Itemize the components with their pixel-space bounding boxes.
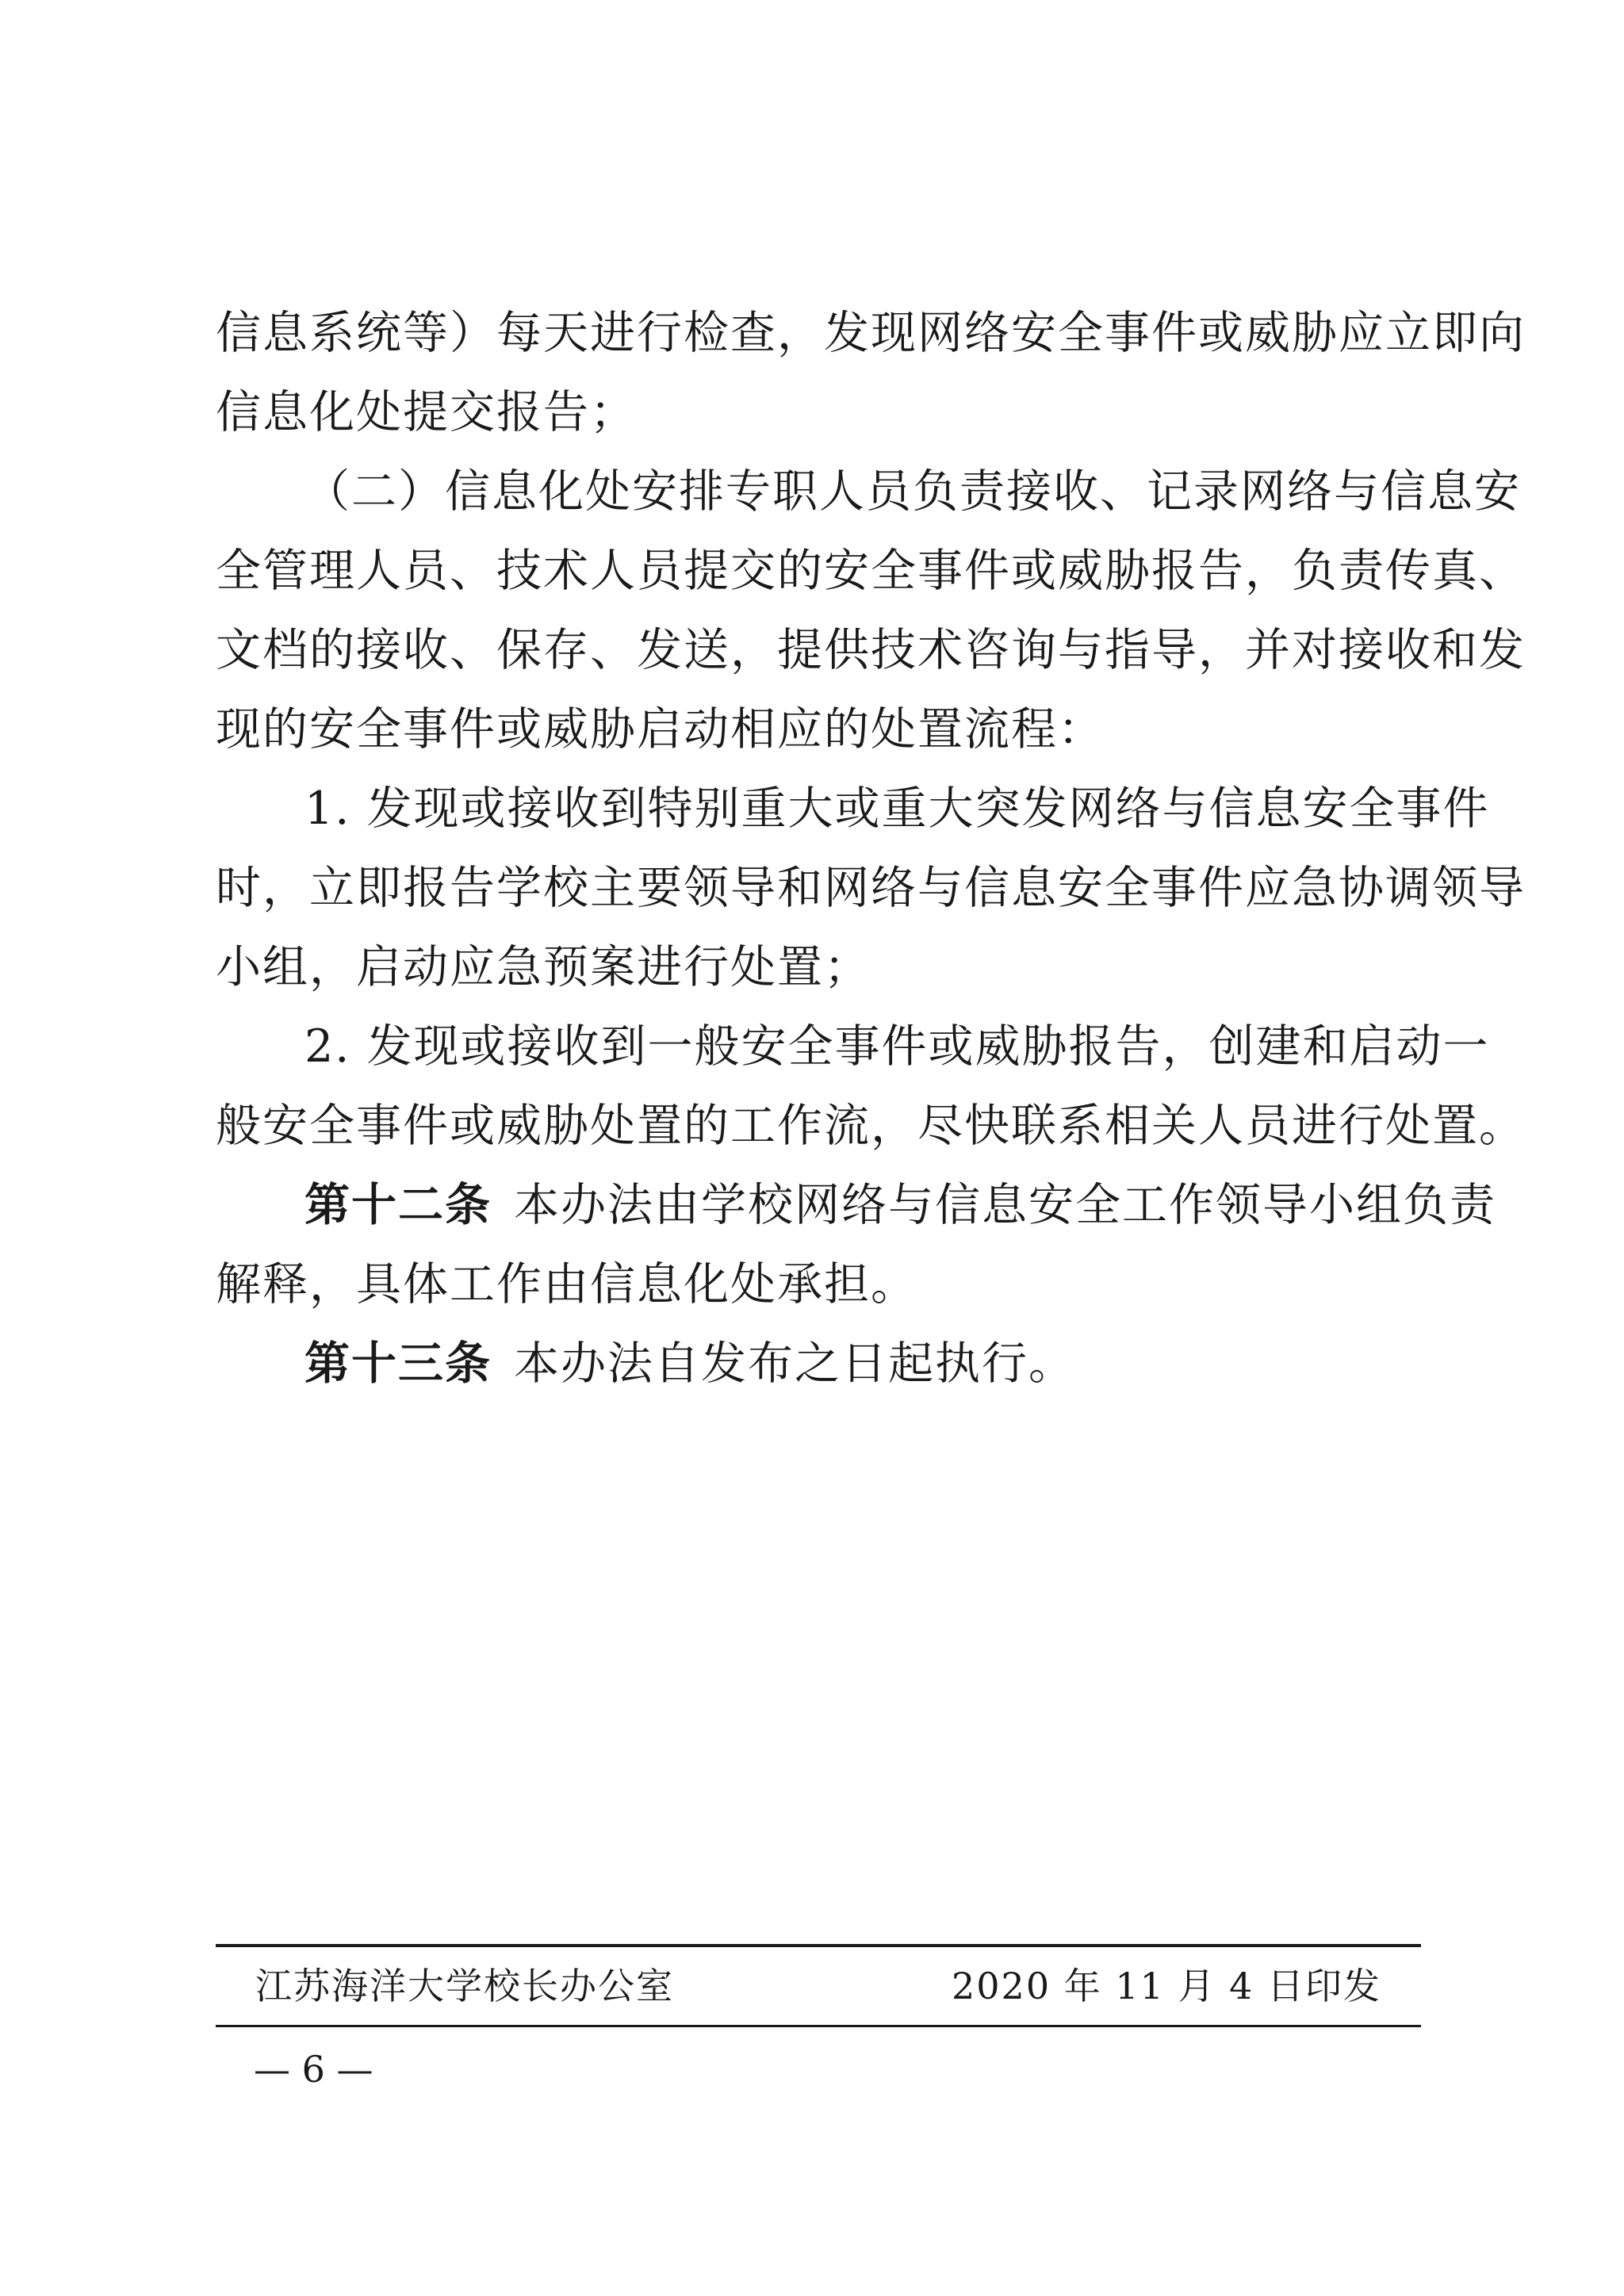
body-line-5: 文档的接收、保存、发送，提供技术咨询与指导，并对接收和发 xyxy=(216,624,1526,676)
footer-top-rule xyxy=(216,1944,1421,1947)
body-line-6: 现的安全事件或威胁启动相应的处置流程： xyxy=(216,703,1105,756)
footer-bottom-rule xyxy=(216,2025,1421,2027)
list-item-1-line-2: 时，立即报告学校主要领导和网络与信息安全事件应急协调领导 xyxy=(216,862,1526,914)
body-line-4: 全管理人员、技术人员提交的安全事件或威胁报告，负责传真、 xyxy=(216,545,1526,597)
article-13-line xyxy=(304,1324,1421,1403)
body-line-1: 信息系统等）每天进行检查，发现网络安全事件或威胁应立即向 xyxy=(216,307,1526,359)
list-item-1-line-3: 小组，启动应急预案进行处置； xyxy=(216,941,871,993)
article-12-line-1 xyxy=(304,1165,1496,1245)
article-13-text: 本办法自发布之日起执行。 xyxy=(514,1337,1075,1390)
list-item-2-line-1: 2. 发现或接收到一般安全事件或威胁报告，创建和启动一 xyxy=(304,1020,1490,1073)
body-line-2: 信息化处提交报告； xyxy=(216,386,637,438)
article-12-text: 本办法由学校网络与信息安全工作领导小组负责 xyxy=(514,1179,1496,1231)
article-12-label: 第十二条 xyxy=(304,1179,492,1231)
footer-issuer: 江苏海洋大学校长办公室 xyxy=(255,1965,674,2007)
page-number: — 6 — xyxy=(254,2048,373,2091)
body-line-3: （二）信息化处安排专职人员负责接收、记录网络与信息安 xyxy=(304,465,1521,518)
list-item-2-line-2: 般安全事件或威胁处置的工作流，尽快联系相关人员进行处置。 xyxy=(216,1100,1526,1152)
article-13-label: 第十三条 xyxy=(304,1337,492,1390)
article-12-line-2: 解释，具体工作由信息化处承担。 xyxy=(216,1258,917,1311)
footer-issue-date: 2020 年 11 月 4 日印发 xyxy=(952,1965,1381,2007)
list-item-1-line-1: 1. 发现或接收到特别重大或重大突发网络与信息安全事件 xyxy=(304,783,1490,835)
